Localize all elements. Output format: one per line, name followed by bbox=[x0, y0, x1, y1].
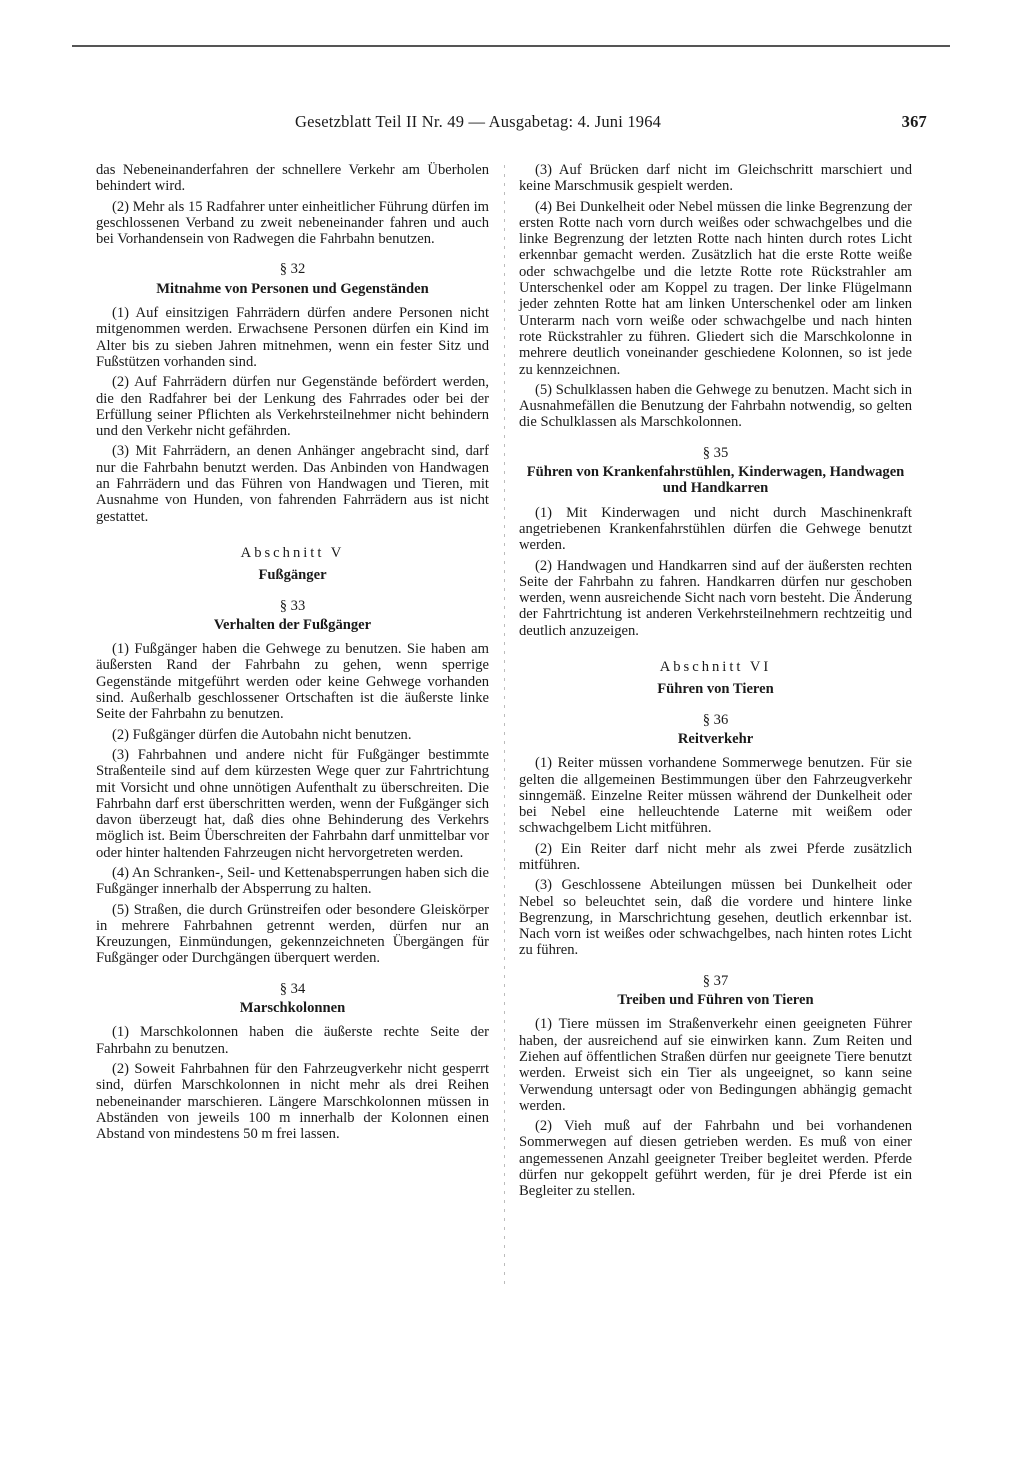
section-heading: Führen von Krankenfahrstühlen, Kinderwagen, Handwagen und Handkarren bbox=[526, 464, 905, 497]
page-header bbox=[95, 112, 927, 136]
section-heading: Mitnahme von Personen und Gegenständen bbox=[156, 280, 429, 297]
paragraph: (3) Auf Brücken darf nicht im Gleichschritt marschiert und keine Marschmusik gespielt werden. bbox=[519, 162, 912, 195]
paragraph: (3) Geschlossene Abteilungen müssen bei Dunkelheit oder Nebel so beleuchtet sein, daß die vordere und hintere linke Begrenzung, in Marschrichtung gesehen, deutlich erkennbar ist. Nach vorn ist weißes oder schwachgelbes, nach hinten rotes Licht zu führen. bbox=[519, 877, 912, 959]
paragraph: (2) Soweit Fahrbahnen für den Fahrzeugverkehr nicht gesperrt sind, dürfen Marschkolonnen in nicht mehr als drei Reihen nebeneinander marschieren. Längere Marschkolonnen müssen in Abständen von jeweils 100 m innerhalb der Kolonnen einen Abstand von mindestens 50 m frei lassen. bbox=[96, 1060, 489, 1143]
section-number: § 37 bbox=[702, 972, 729, 989]
paragraph: (2) Auf Fahrrädern dürfen nur Gegenstände befördert werden, die den Radfahrer bei der Lenkung des Fahrrades oder bei der Erfüllung seiner Pflichten als Verkehrsteilnehmer nicht behindern und den Verkehr nicht gefährden. bbox=[96, 374, 489, 440]
paragraph-continued: das Nebeneinanderfahren der schnellere Verkehr am Überholen behindert wird. bbox=[96, 162, 489, 195]
part-heading: Abschnitt VI bbox=[659, 659, 772, 676]
paragraph: (1) Reiter müssen vorhandene Sommerwege benutzen. Für sie gelten die allgemeinen Bestimmungen über den Fahrzeugverkehr sinngemäß. Einzelne Reiter müssen während der Dunkelheit oder bei Nebel eine helleuchtende Laterne mit weißem oder schwachgelbem Licht mitführen. bbox=[519, 755, 912, 837]
left-column bbox=[96, 162, 489, 1146]
section-heading: Verhalten der Fußgänger bbox=[213, 616, 372, 633]
right-column bbox=[519, 162, 912, 1204]
section-heading: Marschkolonnen bbox=[239, 1000, 346, 1017]
page-number: 367 bbox=[901, 112, 927, 131]
paragraph: (1) Tiere müssen im Straßenverkehr einen geeigneten Führer haben, der ausreichend auf sie einwirken kann. Zum Reiten und Ziehen auf öffentlichen Straßen dürfen nur geeignete Tiere benutzt werden. Erweist sich ein Tier als ungeeignet, so kann seine Verwendung untersagt oder von Bedingungen abhängig gemacht werden. bbox=[519, 1016, 912, 1114]
gazette-title: Gesetzblatt Teil II Nr. 49 — Ausgabetag: 4. Juni 1964 bbox=[295, 112, 662, 131]
top-rule bbox=[72, 45, 950, 47]
section-heading: Führen von Tieren bbox=[657, 681, 774, 698]
section-number: § 34 bbox=[279, 980, 306, 997]
paragraph: (5) Schulklassen haben die Gehwege zu benutzen. Macht sich in Ausnahmefällen die Benutzung der Fahrbahn notwendig, so gelten die Schulklassen als Marschkolonnen. bbox=[519, 381, 912, 431]
paragraph: (2) Fußgänger dürfen die Autobahn nicht benutzen. bbox=[112, 726, 412, 743]
paragraph: (1) Marschkolonnen haben die äußerste rechte Seite der Fahrbahn zu benutzen. bbox=[96, 1024, 489, 1057]
paragraph: (2) Ein Reiter darf nicht mehr als zwei Pferde zusätzlich mitführen. bbox=[519, 840, 912, 873]
paragraph: (1) Fußgänger haben die Gehwege zu benutzen. Sie haben am äußersten Rand der Fahrbahn zu gehen, wenn sperrige Gegenstände mitgeführt werden oder keine Gehwege vorhanden sind. Außerhalb geschlossener Ortschaften ist die äußerste linke Seite der Fahrbahn zu benutzen. bbox=[96, 641, 489, 723]
paragraph: (3) Fahrbahnen und andere nicht für Fußgänger bestimmte Straßenteile sind auf dem kürzesten Wege quer zur Fahrtrichtung mit Vorsicht und ohne unnötigen Aufenthalt zu überschreiten. Die Fahrbahn darf erst überschritten werden, wenn der Fußgänger sich davon überzeugt hat, daß dies ohne Behinderung des Verkehrs möglich ist. Beim Überschreiten der Fahrbahn darf unmittelbar vor oder hinter haltenden Fahrzeugen nicht hervorgetreten werden. bbox=[96, 746, 489, 861]
section-number: § 32 bbox=[279, 261, 306, 278]
section-heading: Treiben und Führen von Tieren bbox=[617, 992, 814, 1009]
section-number: § 35 bbox=[702, 444, 729, 461]
paragraph: (1) Mit Kinderwagen und nicht durch Maschinenkraft angetriebenen Krankenfahrstühlen dürfen die Gehwege benutzt werden. bbox=[519, 504, 912, 554]
section-heading: Reitverkehr bbox=[677, 730, 754, 747]
paragraph: (3) Mit Fahrrädern, an denen Anhänger angebracht sind, darf nur die Fahrbahn benutzt werden. Das Anbinden von Handwagen an Fahrrädern und das Führen von Handwagen und Tieren, mit Ausnahme von Hunden, von fahrenden Fahrrädern aus ist nicht gestattet. bbox=[96, 443, 489, 525]
column-divider bbox=[504, 165, 505, 1285]
section-heading: Fußgänger bbox=[258, 567, 327, 584]
paragraph: (5) Straßen, die durch Grünstreifen oder besondere Gleiskörper in mehrere Fahrbahnen getrennt werden, dürfen nur an Kreuzungen, Einmündungen, gekennzeichneten Übergängen für Fußgänger oder Durchgängen überquert werden. bbox=[96, 901, 489, 967]
part-heading: Abschnitt V bbox=[240, 544, 345, 561]
paragraph: (2) Handwagen und Handkarren sind auf der äußersten rechten Seite der Fahrbahn zu fahren. Handkarren dürfen nur geschoben werden, wenn ausreichende Sicht nach vorn besteht. Die Änderung der Fahrtrichtung ist anderen Verkehrsteilnehmern rechtzeitig und deutlich anzuzeigen. bbox=[519, 557, 912, 639]
paragraph: (2) Mehr als 15 Radfahrer unter einheitlicher Führung dürfen im geschlossenen Verband zu zweit nebeneinander fahren und auch bei Vorhandensein von Radwegen die Fahrbahn benutzen. bbox=[96, 198, 489, 248]
section-number: § 36 bbox=[702, 711, 729, 728]
section-number: § 33 bbox=[279, 597, 306, 614]
paragraph: (4) An Schranken-, Seil- und Kettenabsperrungen haben sich die Fußgänger innerhalb der Absperrung zu halten. bbox=[96, 864, 489, 898]
paragraph: (1) Auf einsitzigen Fahrrädern dürfen andere Personen nicht mitgenommen werden. Erwachsene Personen dürfen ein Kind im Alter bis zu sieben Jahren mitnehmen, wenn ein fester Sitz und Fußstützen vorhanden sind. bbox=[96, 305, 489, 370]
paragraph: (2) Vieh muß auf der Fahrbahn und bei vorhandenen Sommerwegen auf diesen getrieben werden. Es muß von einer angemessenen Anzahl geeigneter Treiber begleitet werden. Pferde dürfen nur gekoppelt geführt werden, für je drei Pferde ist ein Begleiter zu stellen. bbox=[519, 1118, 912, 1200]
paragraph: (4) Bei Dunkelheit oder Nebel müssen die linke Begrenzung der ersten Rotte nach vorn durch weißes oder schwachgelbes und die linke Begrenzung der letzten Rotte nach hinten durch rotes Licht erkennbar gemacht werden. Zusätzlich hat die erste Rotte weiße oder schwachgelbe und die letzte Rotte rote Rückstrahler am Unterschenkel oder am Koppel zu tragen. Der linke Flügelmann jeder zehnten Rotte hat am linken Unterschenkel oder am linken Unterarm nach vorn weiße oder schwachgelbe und nach hinten rote Rückstrahler zu führen. Gliedert sich die Marschkolonne in mehrere deutlich voneinander geschiedene Kolonnen, so ist jede zu kennzeichnen. bbox=[519, 198, 912, 378]
